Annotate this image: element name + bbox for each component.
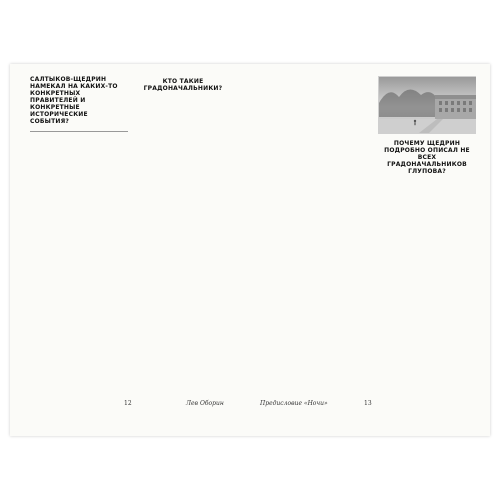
book-spread	[10, 64, 490, 436]
photo-figure	[414, 120, 416, 122]
left-running-title: Лев Оборин	[186, 400, 224, 407]
left-column-1	[30, 76, 128, 388]
photo-trees	[379, 89, 439, 117]
right-col2-heading: ПОЧЕМУ ЩЕДРИН ПОДРОБНО ОПИСАЛ НЕ ВСЕХ ГРАДОНАЧАЛЬНИКОВ ГЛУПОВА?	[384, 140, 470, 175]
right-column-1	[260, 76, 358, 388]
left-page-number: 12	[124, 400, 132, 407]
right-column-2	[378, 76, 476, 388]
photo-roofline	[435, 95, 476, 99]
right-running-title: Предисловие «Ночи»	[260, 400, 328, 407]
left-column-2	[134, 76, 232, 388]
right-col1-top-spacer	[260, 76, 358, 154]
left-col2-heading: КТО ТАКИЕ ГРАДОНАЧАЛЬНИКИ?	[143, 78, 223, 92]
left-folio-row	[10, 390, 250, 430]
photo-figure-body	[414, 122, 415, 125]
left-col1-heading: САЛТЫКОВ-ЩЕДРИН НАМЕКАЛ НА КАКИХ-ТО КОНКРЕТНЫХ ПРАВИТЕЛЕЙ И КОНКРЕТНЫЕ ИСТОРИЧЕСКИЕ СОБЫТИЯ?	[30, 76, 118, 125]
right-page-number: 13	[364, 400, 372, 407]
right-folio-row	[250, 390, 490, 430]
street-photo-svg	[379, 77, 476, 133]
left-page-footnote	[30, 131, 128, 134]
street-photo	[378, 76, 476, 134]
right-page	[250, 64, 490, 436]
left-page	[10, 64, 250, 436]
